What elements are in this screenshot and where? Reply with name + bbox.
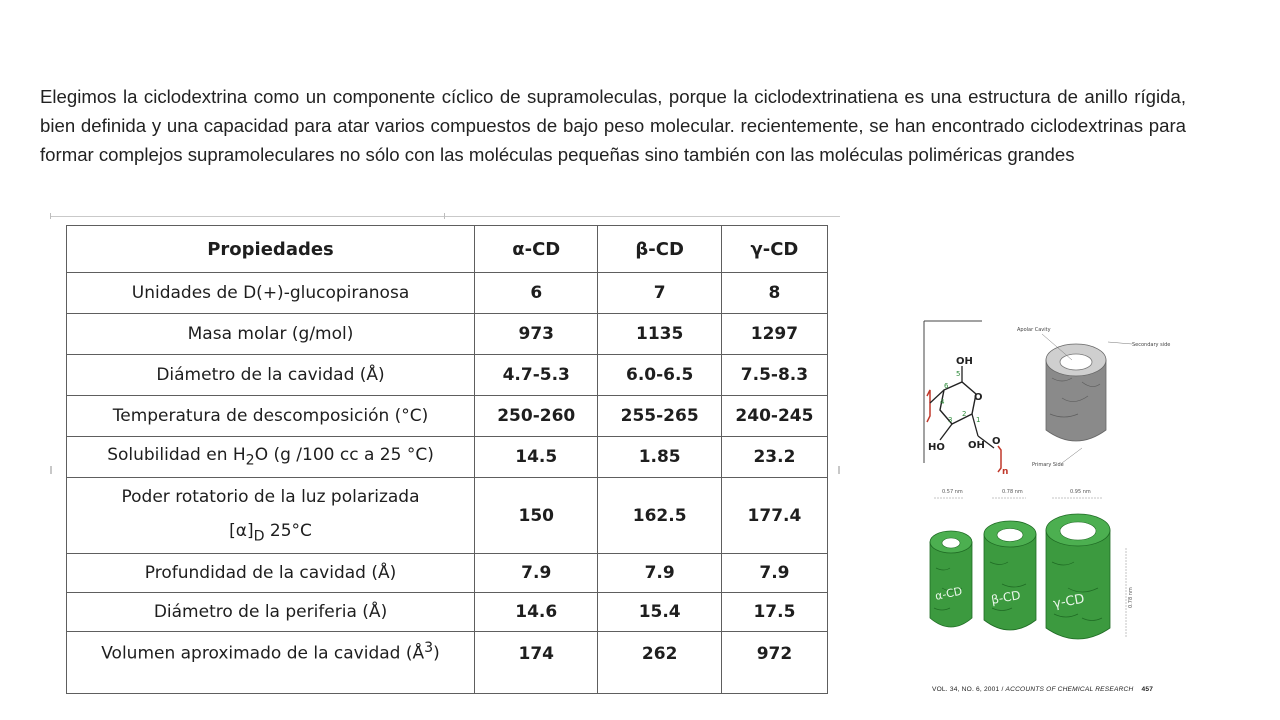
cylinder-cavity <box>997 529 1023 542</box>
cylinder-body <box>930 542 972 627</box>
label-part: O (g /100 cc a 25 °C) <box>254 445 434 466</box>
alpha-value: 14.6 <box>475 593 598 632</box>
label-part: 25°C <box>264 520 312 541</box>
beta-value: 6.0-6.5 <box>598 355 721 396</box>
link-oxygen-label: O <box>992 436 1001 447</box>
beta-value: 7 <box>598 273 721 314</box>
header-gamma-cd: γ-CD <box>721 226 827 273</box>
gamma-value: 7.9 <box>721 554 827 593</box>
gamma-value: 17.5 <box>721 593 827 632</box>
gamma-value: 23.2 <box>721 437 827 478</box>
ho-label: HO <box>928 442 945 453</box>
oh-label-top: OH <box>956 356 973 367</box>
row-label: Diámetro de la periferia (Å) <box>67 593 475 632</box>
table-row <box>67 478 828 554</box>
beta-value: 262 <box>598 632 721 694</box>
cylinder-cavity <box>942 538 960 548</box>
row-label: Temperatura de descomposición (°C) <box>67 396 475 437</box>
alpha-cd-cylinder <box>930 531 972 627</box>
beta-diameter-label: 0.78 nm <box>1002 489 1023 495</box>
table-row <box>67 355 828 396</box>
row-label <box>67 632 475 694</box>
gamma-cd-label: γ-CD <box>1052 591 1086 612</box>
label-subscript: 2 <box>245 452 255 469</box>
header-beta-cd: β-CD <box>598 226 721 273</box>
beta-value: 15.4 <box>598 593 721 632</box>
cyclodextrin-properties-table <box>66 225 828 694</box>
table-header-row <box>67 226 828 273</box>
table-row <box>67 632 828 694</box>
alpha-diameter-label: 0.57 nm <box>942 489 963 495</box>
bracket-left <box>927 390 930 422</box>
label-part: Volumen aproximado de la cavidad (Å <box>101 643 425 664</box>
properties-table-container <box>66 225 828 693</box>
table-row <box>67 273 828 314</box>
gamma-value: 7.5-8.3 <box>721 355 827 396</box>
citation-journal: ACCOUNTS OF CHEMICAL RESEARCH <box>1005 686 1134 693</box>
gamma-value: 177.4 <box>721 478 827 554</box>
oh-label-bottom: OH <box>968 440 985 451</box>
alpha-value: 4.7-5.3 <box>475 355 598 396</box>
callout-line <box>1108 342 1132 344</box>
alpha-value: 174 <box>475 632 598 694</box>
carbon-number: 3 <box>948 416 953 424</box>
secondary-side-label: Secondary side <box>1132 342 1171 348</box>
frame-mark <box>50 466 52 474</box>
table-row <box>67 396 828 437</box>
alpha-value: 6 <box>475 273 598 314</box>
primary-side-label: Primary Side <box>1032 462 1064 468</box>
table-row <box>67 554 828 593</box>
torus-cavity <box>1060 354 1092 370</box>
gamma-value: 1297 <box>721 314 827 355</box>
apolar-cavity-label: Apolar Cavity <box>1017 327 1051 333</box>
cylinder-cavity <box>1060 522 1096 540</box>
beta-value: 255-265 <box>598 396 721 437</box>
gamma-cd-cylinder <box>1046 514 1110 639</box>
row-label <box>67 437 475 478</box>
frame-line <box>50 216 840 217</box>
label-part: Solubilidad en H <box>107 445 246 466</box>
frame-tick <box>444 213 445 219</box>
carbon-number: 2 <box>962 410 967 418</box>
citation <box>932 686 1153 693</box>
citation-volume: VOL. 34, NO. 6, 2001 / <box>932 686 1004 693</box>
beta-value: 1.85 <box>598 437 721 478</box>
label-line-1: Poder rotatorio de la luz polarizada <box>121 486 420 507</box>
label-superscript: 3 <box>424 640 434 656</box>
label-part: ) <box>433 643 440 664</box>
gamma-diameter-label: 0.95 nm <box>1070 489 1091 495</box>
row-label <box>67 478 475 554</box>
label-part: [α] <box>229 520 254 541</box>
row-label: Profundidad de la cavidad (Å) <box>67 554 475 593</box>
beta-value: 7.9 <box>598 554 721 593</box>
alpha-value: 14.5 <box>475 437 598 478</box>
bond <box>940 424 952 440</box>
ring-oxygen-label: O <box>974 392 983 403</box>
alpha-value: 973 <box>475 314 598 355</box>
row-label: Diámetro de la cavidad (Å) <box>67 355 475 396</box>
cyclodextrin-figure <box>922 318 1188 683</box>
alpha-value: 150 <box>475 478 598 554</box>
intro-paragraph: Elegimos la ciclodextrina como un componente cíclico de supramoleculas, porque la ciclodextrinatiena es una estructura de anillo rígida, bien definida y una capacidad para atar varios compuestos de bajo peso molecular. recientemente, se han encontrado ciclodextrinas para formar complejos supramoleculares no sólo con las moléculas pequeñas sino también con las moléculas poliméricas grandes <box>40 85 1186 165</box>
glucose-structure <box>924 321 1008 477</box>
carbon-number: 4 <box>940 398 945 406</box>
table-row <box>67 314 828 355</box>
header-properties: Propiedades <box>67 226 475 273</box>
carbon-number: 1 <box>976 416 981 424</box>
gray-torus-illustration <box>1017 327 1170 468</box>
header-alpha-cd: α-CD <box>475 226 598 273</box>
gamma-value: 240-245 <box>721 396 827 437</box>
table-row <box>67 593 828 632</box>
beta-cd-label: β-CD <box>990 588 1022 607</box>
repeat-n-label: n <box>1002 467 1009 477</box>
carbon-number: 6 <box>944 382 949 390</box>
beta-value: 162.5 <box>598 478 721 554</box>
label-line-2 <box>73 521 468 544</box>
table-row <box>67 437 828 478</box>
frame-mark <box>838 466 840 474</box>
row-label: Masa molar (g/mol) <box>67 314 475 355</box>
row-label: Unidades de D(+)-glucopiranosa <box>67 273 475 314</box>
bracket-right <box>998 446 1001 472</box>
gamma-value: 972 <box>721 632 827 694</box>
gamma-value: 8 <box>721 273 827 314</box>
citation-page: 457 <box>1141 686 1154 693</box>
label-subscript: D <box>253 528 265 545</box>
alpha-value: 250-260 <box>475 396 598 437</box>
alpha-cd-label: α-CD <box>933 584 964 603</box>
beta-cd-cylinder <box>984 521 1036 630</box>
frame-tick <box>50 213 51 219</box>
carbon-number: 5 <box>956 370 961 378</box>
alpha-value: 7.9 <box>475 554 598 593</box>
cylinder-body <box>984 534 1036 630</box>
callout-line <box>1062 448 1082 463</box>
height-label: 0.78 nm <box>1128 587 1134 608</box>
beta-value: 1135 <box>598 314 721 355</box>
